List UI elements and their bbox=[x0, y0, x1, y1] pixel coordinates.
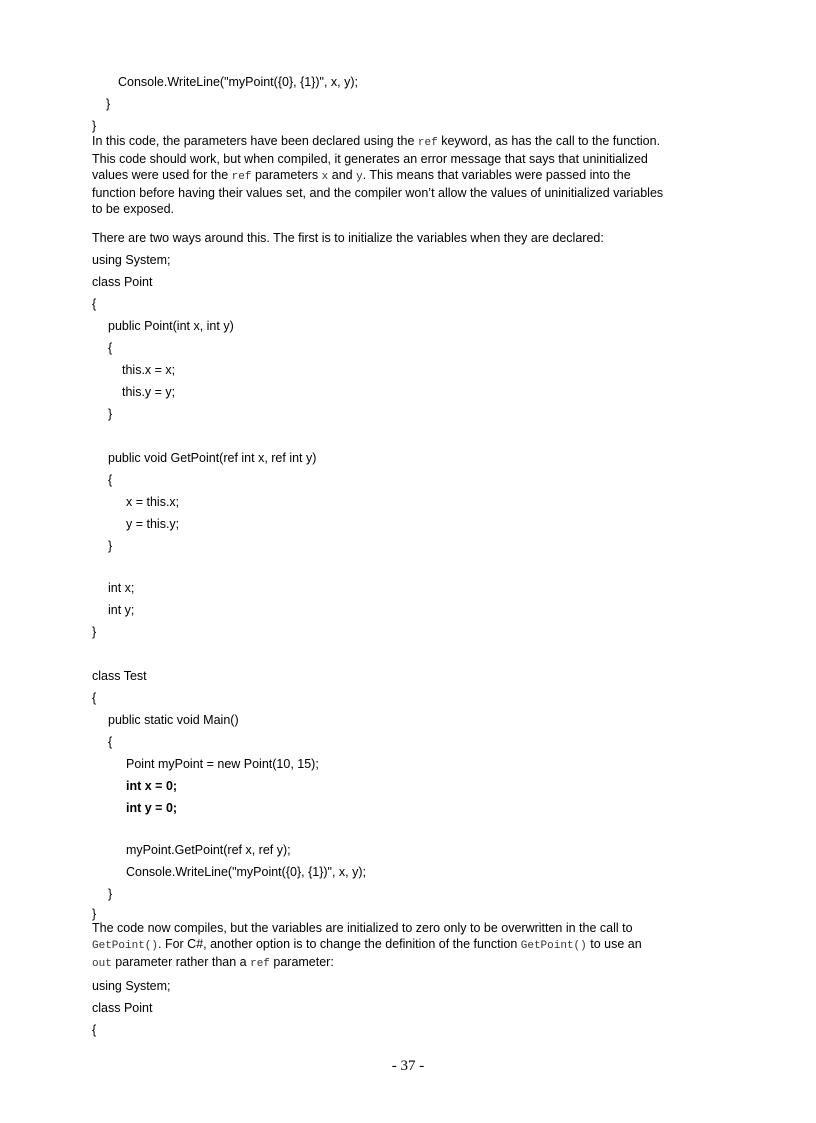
code-line: class Test bbox=[92, 669, 147, 683]
body-paragraph: The code now compiles, but the variables are initialized to zero only to be overwritten in the call to GetPoint(). For C#, another option is to change the definition of the function GetPoint() to use an out parameter rather than a ref parameter: bbox=[92, 921, 642, 970]
code-line: } bbox=[108, 407, 113, 421]
code-line: x = this.x; bbox=[126, 495, 180, 509]
code-line: using System; bbox=[92, 979, 171, 993]
code-line: { bbox=[108, 473, 113, 487]
code-line: { bbox=[92, 691, 97, 705]
inline-code: y bbox=[356, 171, 363, 183]
code-line: public void GetPoint(ref int x, ref int y) bbox=[108, 451, 317, 465]
code-line: } bbox=[108, 539, 113, 553]
body-paragraph: There are two ways around this. The first is to initialize the variables when they are declared: bbox=[92, 231, 604, 245]
code-line: Console.WriteLine("myPoint({0}, {1})", x, y); bbox=[118, 75, 358, 89]
code-line: } bbox=[92, 907, 97, 921]
inline-code: GetPoint() bbox=[520, 940, 587, 952]
code-line: y = this.y; bbox=[126, 517, 180, 531]
code-line: } bbox=[92, 119, 97, 133]
code-line: this.y = y; bbox=[122, 385, 176, 399]
code-line: } bbox=[108, 887, 113, 901]
code-line: } bbox=[92, 625, 97, 639]
inline-code: ref bbox=[417, 137, 438, 149]
code-line: Point myPoint = new Point(10, 15); bbox=[126, 757, 319, 771]
body-paragraph: In this code, the parameters have been declared using the ref keyword, as has the call to the function. This code should work, but when compiled, it generates an error message that says that uninitialized values were used for the ref parameters x and y. This means that variables were passed into the function before having their values set, and the compiler won’t allow the values of uninitialized variables to be exposed. bbox=[92, 134, 664, 216]
code-line: int y; bbox=[108, 603, 135, 617]
code-line: public static void Main() bbox=[108, 713, 239, 727]
inline-code: out bbox=[92, 958, 112, 970]
code-line: using System; bbox=[92, 253, 171, 267]
code-line: this.x = x; bbox=[122, 363, 176, 377]
inline-code: x bbox=[321, 171, 329, 183]
inline-code: ref bbox=[231, 171, 252, 183]
code-line: { bbox=[108, 341, 113, 355]
code-line: { bbox=[92, 297, 97, 311]
code-line: { bbox=[108, 735, 113, 749]
code-line: int x; bbox=[108, 581, 135, 595]
page-number: - 37 - bbox=[391, 1058, 425, 1074]
code-line: myPoint.GetPoint(ref x, ref y); bbox=[126, 843, 291, 857]
code-line: class Point bbox=[92, 1001, 153, 1015]
code-line-bold: int x = 0; bbox=[126, 779, 178, 793]
code-line: { bbox=[92, 1023, 97, 1037]
code-line: class Point bbox=[92, 275, 153, 289]
code-line: } bbox=[106, 97, 111, 111]
code-line-bold: int y = 0; bbox=[126, 801, 178, 815]
inline-code: ref bbox=[250, 958, 270, 970]
code-line: Console.WriteLine("myPoint({0}, {1})", x, y); bbox=[126, 865, 366, 879]
inline-code: GetPoint() bbox=[92, 940, 159, 952]
code-line: public Point(int x, int y) bbox=[108, 319, 234, 333]
